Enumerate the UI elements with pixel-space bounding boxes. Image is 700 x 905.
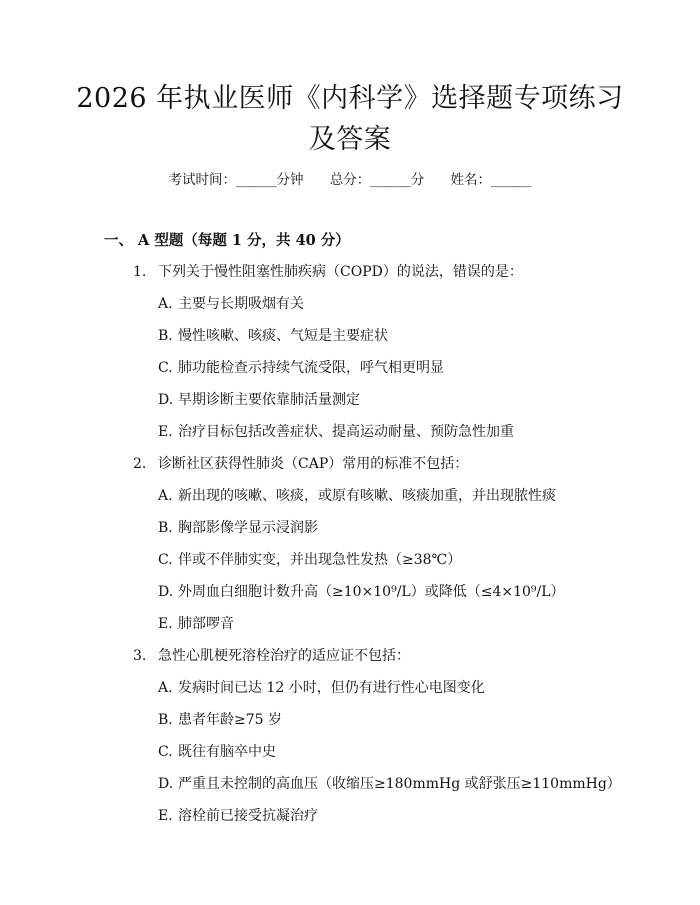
option-text: 患者年龄≥75 岁 bbox=[178, 712, 282, 728]
title-line-1: 2026 年执业医师《内科学》选择题专项练习 bbox=[76, 83, 624, 114]
option-letter: C. bbox=[158, 552, 173, 568]
option-text: 严重且未控制的高血压（收缩压≥180mmHg 或舒张压≥110mmHg） bbox=[178, 776, 621, 792]
option-letter: E. bbox=[158, 616, 173, 632]
option-letter: A. bbox=[158, 680, 173, 696]
option-item bbox=[158, 773, 621, 793]
option-letter: D. bbox=[158, 776, 174, 792]
option-text: 早期诊断主要依靠肺活量测定 bbox=[178, 392, 360, 408]
option-text: 治疗目标包括改善症状、提高运动耐量、预防急性加重 bbox=[178, 424, 514, 440]
question-text: 急性心肌梗死溶栓治疗的适应证不包括： bbox=[158, 648, 410, 664]
section-title: 一、 A 型题（每题 1 分，共 40 分） bbox=[104, 232, 350, 249]
option-item bbox=[158, 325, 388, 345]
option-letter: D. bbox=[158, 392, 174, 408]
document-title bbox=[70, 78, 630, 160]
question-text: 诊断社区获得性肺炎（CAP）常用的标准不包括： bbox=[158, 456, 469, 472]
question-stem bbox=[133, 453, 468, 473]
option-letter: B. bbox=[158, 712, 173, 728]
question-stem bbox=[133, 645, 410, 665]
option-letter: C. bbox=[158, 744, 173, 760]
question-number: 1. bbox=[133, 264, 147, 280]
option-text: 胸部影像学显示浸润影 bbox=[178, 520, 318, 536]
option-letter: C. bbox=[158, 360, 173, 376]
option-text: 肺功能检查示持续气流受限，呼气相更明显 bbox=[178, 360, 444, 376]
option-item bbox=[158, 421, 514, 441]
option-item bbox=[158, 389, 360, 409]
option-item bbox=[158, 613, 234, 633]
option-letter: D. bbox=[158, 584, 174, 600]
option-item bbox=[158, 517, 318, 537]
option-text: 发病时间已达 12 小时，但仍有进行性心电图变化 bbox=[178, 680, 485, 696]
option-text: 外周血白细胞计数升高（≥10×10⁹/L）或降低（≤4×10⁹/L） bbox=[178, 584, 565, 600]
option-letter: A. bbox=[158, 296, 173, 312]
option-item bbox=[158, 581, 565, 601]
title-line-2: 及答案 bbox=[308, 124, 392, 155]
option-item bbox=[158, 741, 276, 761]
option-item bbox=[158, 549, 461, 569]
option-text: 溶栓前已接受抗凝治疗 bbox=[178, 808, 318, 824]
question-stem bbox=[133, 261, 523, 281]
question-number: 2. bbox=[133, 456, 147, 472]
exam-info-line bbox=[0, 168, 700, 188]
exam-time-label: 考试时间：______分钟 bbox=[168, 172, 304, 188]
option-text: 肺部啰音 bbox=[178, 616, 234, 632]
option-letter: B. bbox=[158, 328, 173, 344]
option-item bbox=[158, 293, 304, 313]
option-item bbox=[158, 357, 444, 377]
option-text: 主要与长期吸烟有关 bbox=[178, 296, 304, 312]
question-number: 3. bbox=[133, 648, 147, 664]
option-letter: E. bbox=[158, 424, 173, 440]
option-text: 新出现的咳嗽、咳痰，或原有咳嗽、咳痰加重，并出现脓性痰 bbox=[178, 488, 556, 504]
question-text: 下列关于慢性阻塞性肺疾病（COPD）的说法，错误的是： bbox=[158, 264, 523, 280]
option-item bbox=[158, 709, 282, 729]
option-item bbox=[158, 485, 556, 505]
option-text: 慢性咳嗽、咳痰、气短是主要症状 bbox=[178, 328, 388, 344]
option-text: 伴或不伴肺实变，并出现急性发热（≥38℃） bbox=[178, 552, 462, 568]
option-letter: B. bbox=[158, 520, 173, 536]
option-letter: A. bbox=[158, 488, 173, 504]
option-text: 既往有脑卒中史 bbox=[178, 744, 276, 760]
total-score-label: 总分：______分 bbox=[329, 172, 425, 188]
name-label: 姓名：______ bbox=[450, 172, 532, 188]
option-item bbox=[158, 805, 318, 825]
option-item bbox=[158, 677, 485, 697]
option-letter: E. bbox=[158, 808, 173, 824]
